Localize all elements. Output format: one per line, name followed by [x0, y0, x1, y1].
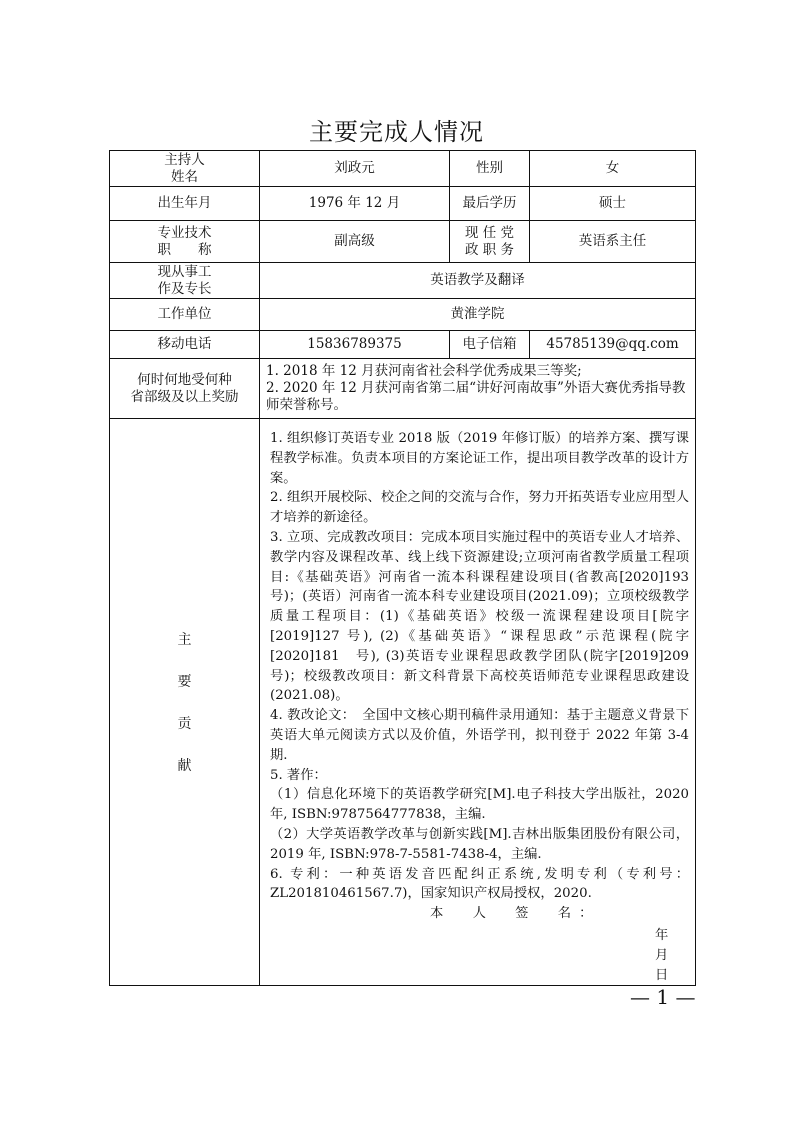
phone-value: 15836789375: [260, 331, 450, 359]
contribution-item: （1）信息化环境下的英语教学研究[M].电子科技大学出版社，2020 年, ISBN:9787564777838，主编.: [270, 787, 703, 823]
awards-value: [260, 359, 696, 419]
contribution-item: 5. 著作：: [270, 767, 327, 783]
row-unit: [110, 299, 696, 331]
position-label: 现 任 党 政 职 务: [450, 221, 530, 263]
page-title: 主要完成人情况: [309, 118, 484, 146]
contribution-item: 2. 组织开展校际、校企之间的交流与合作，努力开拓英语专业应用型人才培养的新途径。: [270, 490, 689, 526]
page-number: — 1 —: [630, 985, 696, 1009]
birth-label: 出生年月: [110, 187, 260, 221]
contribution-item: 6. 专利：一种英语发音匹配纠正系统,发明专利（专利号：ZL201810461567.7)，国家知识产权局授权，2020.: [270, 866, 689, 902]
personnel-info-table: [109, 150, 703, 986]
phone-label: 移动电话: [110, 331, 260, 359]
education-value: 硕士: [530, 187, 696, 221]
gender-label: 性别: [450, 151, 530, 187]
row-awards: [110, 359, 696, 419]
award-item: 1. 2018 年 12 月获河南省社会科学优秀成果三等奖;: [266, 363, 582, 379]
gender-value: 女: [530, 151, 696, 187]
row-name: [110, 151, 696, 187]
title-value: 副高级: [260, 221, 450, 263]
contribution-item: 3. 立项、完成教改项目：完成本项目实施过程中的英语专业人才培养、教学内容及课程改革、线上线下资源建设;立项河南省教学质量工程项目:《基础英语》河南省一流本科课程建设项目(省教高[2020]193 号)；(英语）河南省一流本科专业建设项目(2021.09)；立项校级教学质量工程项目：(1)《基础英语》校级一流课程建设项目[院字[2019]127 号), (2)《基础英语》“课程思政”示范课程(院字[2020]181 号), (3)英语专业课程思政教学团队(院字[2019]209 号)；校级教改项目：新文科背景下高校英语师范专业课程思政建设(2021.08)。: [270, 529, 689, 704]
contribution-item: 1. 组织修订英语专业 2018 版（2019 年修订版）的培养方案、撰写课程教学标准。负责本项目的方案论证工作，提出项目教学改革的设计方案。: [270, 431, 689, 486]
title-label: 专业技术 职 称: [110, 221, 260, 263]
row-phone: [110, 331, 696, 359]
birth-value: 1976 年 12 月: [260, 187, 450, 221]
date-label: 年 月 日: [655, 927, 695, 983]
email-value: 45785139@qq.com: [530, 331, 696, 359]
signature-label: 本 人 签 名：: [430, 906, 601, 922]
name-value: 刘政元: [260, 151, 450, 187]
position-value: 英语系主任: [530, 221, 696, 263]
work-label: 现从事工 作及专长: [110, 263, 260, 299]
row-birth: [110, 187, 696, 221]
contributions-label: 主 要 贡 献: [110, 419, 260, 986]
row-work: [110, 263, 696, 299]
contribution-item: 4. 教改论文： 全国中文核心期刊稿件录用通知：基于主题意义背景下英语大单元阅读方式以及价值，外语学刊，拟刊登于 2022 年第 3-4 期.: [270, 708, 689, 763]
unit-value: 黄淮学院: [260, 299, 696, 331]
row-title: [110, 221, 696, 263]
award-item: 2. 2020 年 12 月获河南省第二届“讲好河南故事”外语大赛优秀指导教师荣誉称号。: [266, 380, 686, 413]
row-contributions: [110, 419, 696, 986]
unit-label: 工作单位: [110, 299, 260, 331]
awards-label: 何时何地受何种 省部级及以上奖励: [110, 359, 260, 419]
contributions-content: [260, 419, 703, 986]
name-label: 主持人 姓名: [110, 151, 260, 187]
education-label: 最后学历: [450, 187, 530, 221]
email-label: 电子信箱: [450, 331, 530, 359]
work-value: 英语教学及翻译: [260, 263, 696, 299]
contribution-item: （2）大学英语教学改革与创新实践[M].吉林出版集团股份有限公司，2019 年, ISBN:978-7-5581-7438-4，主编.: [270, 826, 689, 862]
